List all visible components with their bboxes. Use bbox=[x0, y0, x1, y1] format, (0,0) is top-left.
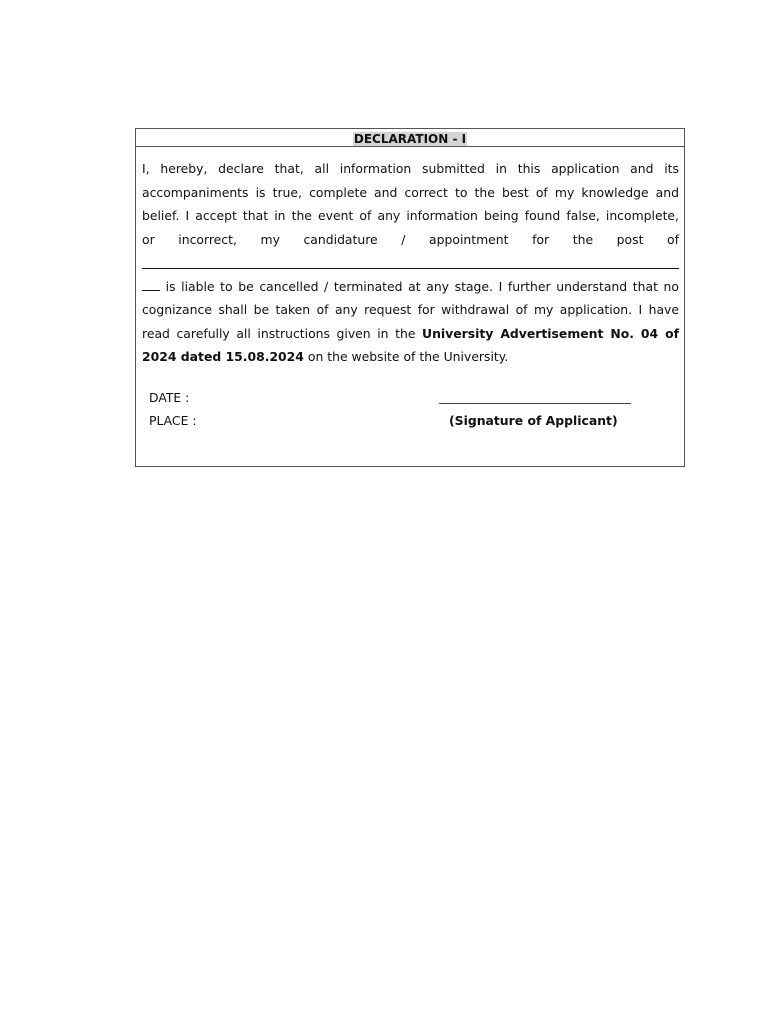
advertisement-reference-b: 2024 dated 15.08.2024 bbox=[142, 349, 304, 364]
post-name-blank-continuation[interactable] bbox=[142, 280, 160, 291]
declaration-line-5 bbox=[142, 275, 679, 299]
declaration-title-bar bbox=[136, 129, 684, 147]
advertisement-reference-a: University Advertisement No. 04 of bbox=[422, 325, 679, 341]
declaration-line-4: or incorrect, my candidature / appointment for the post of bbox=[142, 231, 679, 247]
declaration-box bbox=[135, 128, 685, 467]
declaration-line-8-text: on the website of the University. bbox=[303, 349, 509, 364]
post-name-blank-line[interactable] bbox=[142, 251, 679, 275]
place-label: PLACE : bbox=[149, 413, 197, 428]
declaration-line-6: cognizance shall be taken of any request for withdrawal of my application. I have bbox=[142, 302, 679, 317]
declaration-line-2: accompaniments is true, complete and correct to the best of my knowledge and bbox=[142, 184, 679, 200]
declaration-line-1: I, hereby, declare that, all information submitted in this application and its bbox=[142, 161, 679, 176]
declaration-line-8 bbox=[142, 345, 679, 369]
declaration-line-7 bbox=[142, 322, 679, 346]
declaration-line-5-text: is liable to be cancelled / terminated at any stage. I further understand that no bbox=[160, 278, 679, 294]
declaration-title: DECLARATION - I bbox=[353, 131, 467, 146]
declaration-line-3: belief. I accept that in the event of any information being found false, incomplete, bbox=[142, 208, 679, 223]
signature-line[interactable] bbox=[439, 403, 631, 404]
signature-caption: (Signature of Applicant) bbox=[449, 413, 618, 428]
date-label: DATE : bbox=[149, 390, 190, 405]
declaration-line-7-text: read carefully all instructions given in the bbox=[142, 325, 423, 341]
declaration-body bbox=[142, 157, 679, 369]
